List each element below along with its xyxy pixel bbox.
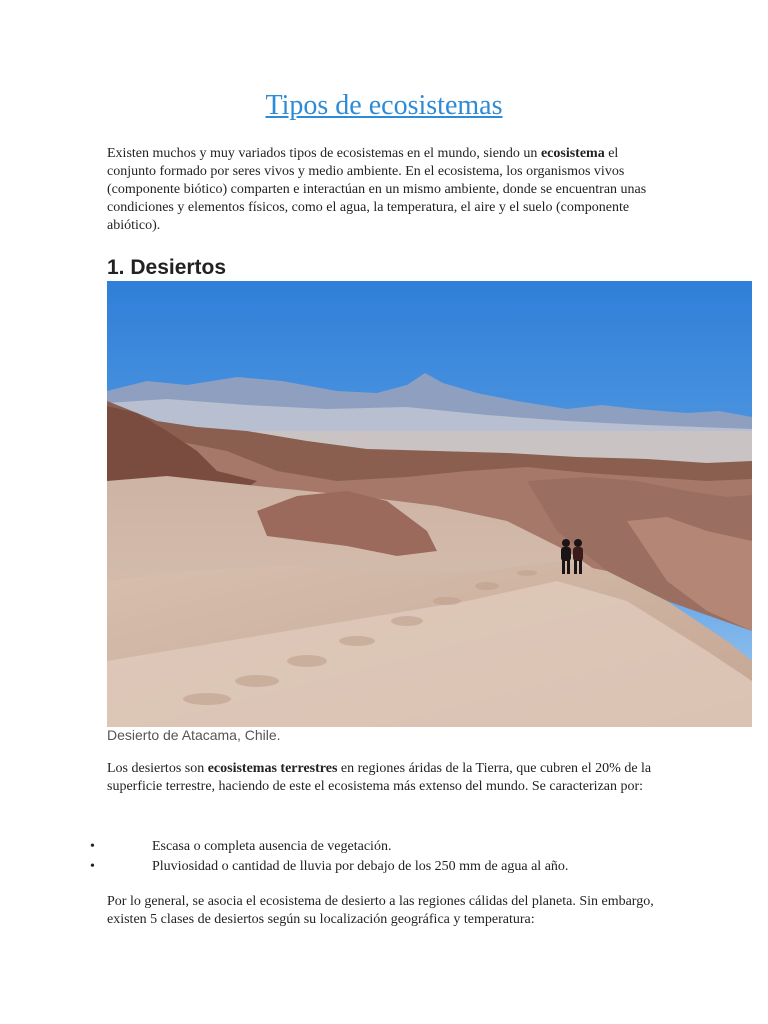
section-heading-desiertos: 1. Desiertos (107, 256, 227, 279)
list-item-text: Escasa o completa ausencia de vegetación. (152, 839, 392, 854)
desiertos-text-start: Los desiertos son (107, 761, 208, 776)
list-item-text: Pluviosidad o cantidad de lluvia por debajo de los 250 mm de agua al año. (152, 859, 569, 874)
image-caption: Desierto de Atacama, Chile. (107, 727, 281, 743)
bullet-icon: • (90, 839, 95, 854)
desiertos-bold-term: ecosistemas terrestres (207, 761, 338, 776)
intro-bold-term: ecosistema (540, 146, 605, 161)
closing-paragraph: Por lo general, se asocia el ecosistema de desierto a las regiones cálidas del planeta. Sin embargo, existen 5 clases de desiertos según su localización geográfica y temperatura: (107, 894, 654, 927)
desiertos-paragraph (107, 760, 667, 796)
desiertos-text-end: en regiones áridas de la Tierra, que cubren el 20% de la superficie terrestre, haciendo de este el ecosistema más extenso del mundo. Se caracterizan por: (107, 761, 652, 794)
page-title: Tipos de ecosistemas (265, 90, 503, 121)
bullet-icon: • (90, 859, 95, 874)
desert-photo (107, 281, 752, 727)
intro-paragraph (107, 145, 667, 235)
desert-landscape-image (107, 281, 752, 727)
intro-text-start: Existen muchos y muy variados tipos de ecosistemas en el mundo, siendo un (107, 146, 541, 161)
intro-text-end: el conjunto formado por seres vivos y medio ambiente. En el ecosistema, los organismos vivos (componente biótico) comparten e interactúan en un mismo ambiente, donde se encuentran unas condiciones y elementos físicos, como el agua, la temperatura, el aire y el suelo (componente abiótico). (107, 146, 647, 233)
